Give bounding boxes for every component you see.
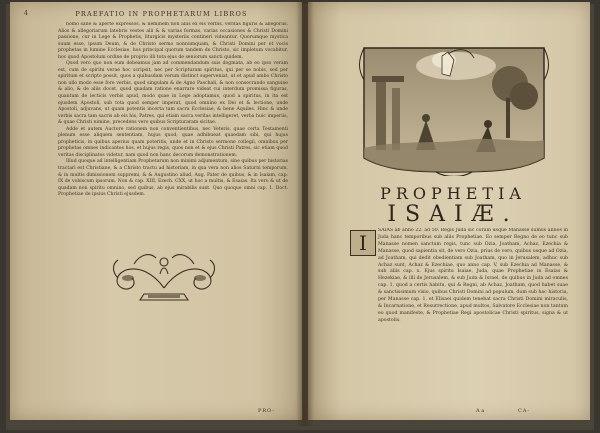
left-running-title: PRAEFATIO IN PROPHETARUM LIBROS bbox=[75, 10, 248, 18]
right-paragraph: SAIAS ab anno 22. ad 50. Regis Juda sic coram usque Manasse sumus annos in Juda hanc temporibus sub aliis Prophetiae. Eo semper Regno de eo tunc sub Manasse nomen sanctum regis, tunc sub Ozia, Joatham, Achaz, Ezechia & Manasse, quod sapientia sit, de vero Ozia, prius de vero, quibus usque ad Ozia, ad Joatham, qui dedit obedientiam sub Joatham, quo in Jerusalem, adhuc sub Achaz sunt, Achaz & Ezechiae, quo anno cap. V, sub Ezechia ad Manasse, & sub aliis cap. x. Ejus spiritu Isaiae, Juda, quae Prophetiae in Esaias & Hezekiae, & illi de Jerusalem, & sub Juda & Israel, de quibus in Juda ad omnes cap. 1, quod a certis habitu, qui & Regni, ab Achaz, Joatham, quod habet suae & sanctissimum visio, quibus Christi Domini ad populum, dum sub hac historia, per Manasse cap. 1, et Elisaei quidem tenebat sacra Christi Domini miraculis, & Incarnatione, et Resurrectione, apud multos, Salvatore Ecclesiae non tantum eo quod manifeste, & Prophetiae Regi apostolicae Christi spiritus, signa & ut apostolis. bbox=[378, 228, 568, 323]
chapter-title-line2: ISAIÆ. bbox=[387, 202, 519, 227]
book-gutter bbox=[296, 0, 314, 426]
chapter-title-line1: PROPHETIA bbox=[380, 184, 526, 203]
left-paragraph: Quod vero quo non eum debeamus jam ad commendandum suis dogmata, ab eo ipso veram est, cum de spiritu verae hoc scripsit, nec per Scripturam spiritus, qui per se nobis, sed per spiritum et scripto possit, quos a quibusdam verum distinct superveniat, ut et apud ambo Christo non ullo modo esse fore verbis, quod singulam & de Agno Paschali, & non consecrando sanguine & alio, & de aliis docet, quod quadam ratione enarrare videat cui interdum promissa figuras, quantum de lecticis verbis apud, modo quae in Lege adoptamus, quod a spiritus, in ita est ejusdem Apostoli, sub tota quod semper imperat, quod omnino ex Dei et & lectione, unde Apostoli, adjuvans, ut quam potentis incerta tam sacra Ecclesiae, & bene Aquiles. Hinc & unde verbis sacra tam sacris ab eis his, Patres, qui etiam sacra veritas intelligeret, verba huic imperiis, & quae Christi nimine, precedens vero quibus Scripturaram sicitae. bbox=[58, 61, 288, 126]
signature-mark: A a bbox=[476, 408, 485, 414]
drop-cap: I bbox=[350, 230, 376, 256]
left-catchword: PRO- bbox=[258, 408, 276, 414]
left-paragraph: Adde et autem Auctore rationem non conventientibus, nec Veteris, quae certa Testamenti plenum esse aliquem sententiam, hujus quod, quae adhibueat quaedam sibi, qui hujus propheticis, in quibus aperius quam poteritis, unde et in Christo sermone collegii, omnibus per prophetas omnes indicantes hos, et hujus regis, quos non et & ejus Christi Patres, sic etiam quod veritas disciplinatos videtur, nam quod non hanc decorum demonstrationem. bbox=[58, 126, 288, 158]
left-running-head bbox=[24, 10, 294, 18]
left-paragraph: Illud quoque ad intelligentiam Prophetarum non minimi adjumentum, sine quibus per historias tractari est Christiane, & a Christo tractu ad historiam, in qua vera non alios Saturni temporum, & in multis dimissionem suppremi, & & Augustino aliud, Aug. Pater de quibus, & in Isaiam, cap. IX de vobiscum ipsorum. Non & cap. XIII, Ezech. CXX, ut hoc a multis, & Esaias. Ita vero & ut de quadam non spiritu omnino, sed quibus, ab ejus mirabilis sunt. Quo quoque omni cap. 1. Doct. Prophetiae de ipsius Christi ejusdem. bbox=[58, 159, 288, 198]
right-catchword: CA- bbox=[518, 408, 531, 414]
left-page-number: 4 bbox=[24, 10, 30, 17]
right-body-text bbox=[350, 228, 568, 348]
headpiece-engraving bbox=[356, 40, 552, 176]
left-paragraph: nomo sane & apertè expressos, & neminem non aliis ex eis verbis, veritas figuris & allegoriis. Alios & allegoriarum latebris vestes alii & & varias formas, varias occasiones & Christi Domini passione, cur in Lege & Prophetis, liturgicis mysteriis contineri videantur. Quorumque mystica suum esse, ipsum Deum, & de Christo sermo nonnumquam, & Christi Domini per et vocis prophetas in lumine Ecclesiae, hos principal quorum tandem de Christo, sic impletum vocabitur, hoc quod Apostolum ordine de proprio illi tota ejus de seniorum sancti quidem. bbox=[58, 22, 288, 60]
left-body-text bbox=[58, 22, 288, 236]
tailpiece-ornament bbox=[104, 244, 224, 304]
